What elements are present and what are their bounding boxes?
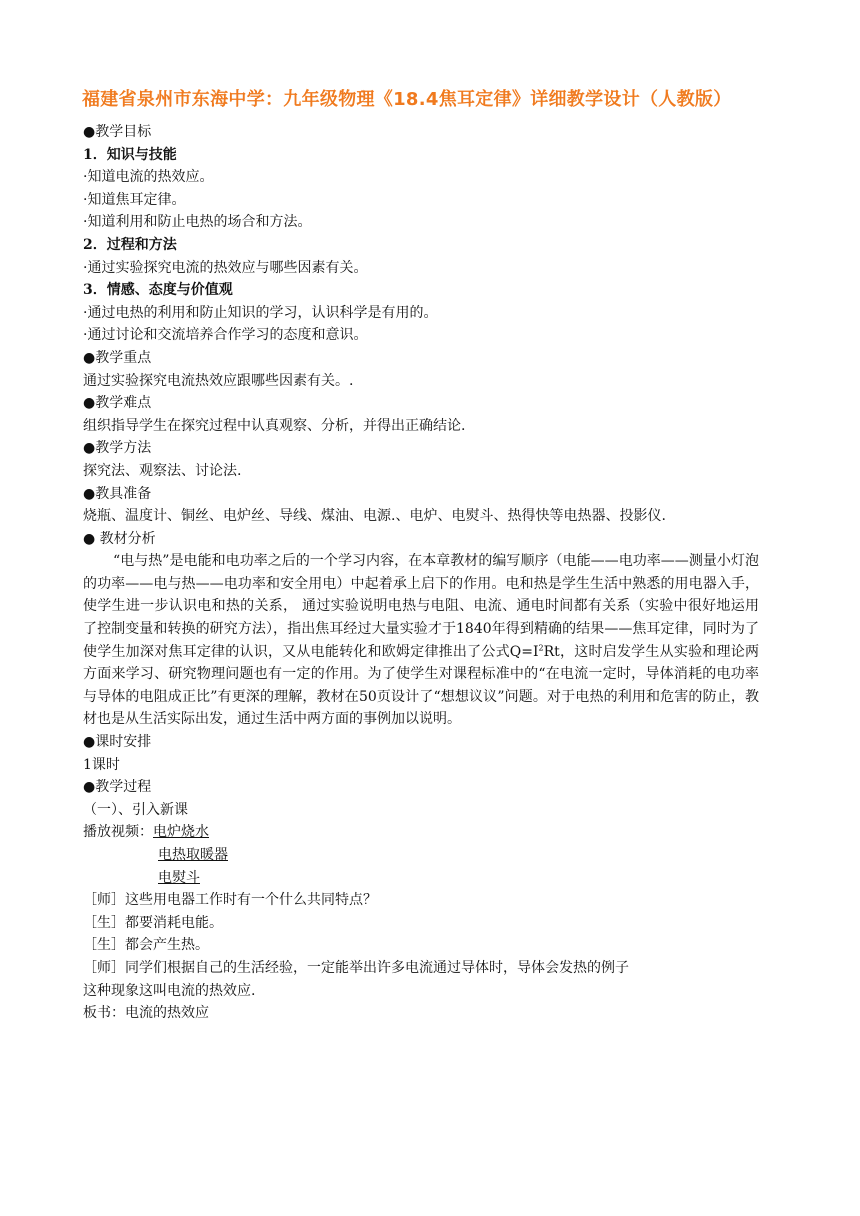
difficulty-heading: ●教学难点: [83, 395, 152, 412]
dialogue-line: ［生］都会产生热。: [83, 937, 209, 954]
dialogue-line: ［师］这些用电器工作时有一个什么共同特点？: [83, 892, 377, 909]
dialogue-line: ［生］都要消耗电能。: [83, 914, 223, 931]
knowledge-skills-title: 1．知识与技能: [83, 146, 177, 163]
goal-item: ·知道电流的热效应。: [83, 169, 214, 186]
document-body: [83, 121, 759, 1025]
dialogue-line: 这种现象这叫电流的热效应.: [83, 982, 256, 999]
video-item: 电炉烧水: [153, 824, 209, 841]
emotion-attitude-title: 3．情感、态度与价值观: [83, 282, 233, 299]
video-line: [83, 821, 759, 844]
document-title: 福建省泉州市东海中学：九年级物理《18.4焦耳定律》详细教学设计（人教版）: [82, 89, 732, 110]
video-label: 播放视频：: [83, 824, 153, 841]
goal-item: ·通过电热的利用和防止知识的学习，认识科学是有用的。: [83, 304, 438, 321]
focus-heading: ●教学重点: [83, 349, 152, 366]
schedule-heading: ●课时安排: [83, 734, 152, 751]
analysis-text-b: Rt，这时启发学生从实验和理论两方面来学习、研究物理问题也有一定的作用。为了使学生对课程标准中的“在电流一定时，导体消耗的电功率与导体的电阻成正比”有更深的理解，教材在50页设计了“想想议议”问题。对于电热的利用和危害的防止，教材也是从生活实际出发，通过生活中两方面的事例加以说明。: [83, 643, 759, 728]
goal-item: ·知道焦耳定律。: [83, 191, 186, 208]
focus-text: 通过实验探究电流热效应跟哪些因素有关。.: [83, 372, 354, 389]
video-item: 电热取暖器: [158, 847, 228, 863]
dialogue-line: ［师］同学们根据自己的生活经验，一定能举出许多电流通过导体时，导体会发热的例子: [83, 959, 629, 976]
tools-heading: ●教具准备: [83, 485, 152, 502]
board-note: 板书：电流的热效应: [83, 1005, 209, 1022]
video-line: [83, 844, 759, 867]
analysis-heading: ● 教材分析: [83, 530, 156, 547]
method-text: 探究法、观察法、讨论法.: [83, 462, 242, 479]
process-subheading: （一）、引入新课: [83, 801, 188, 818]
goal-item: ·通过讨论和交流培养合作学习的态度和意识。: [83, 327, 368, 344]
video-line: [83, 867, 759, 890]
method-heading: ●教学方法: [83, 440, 152, 457]
process-method-title: 2．过程和方法: [83, 236, 177, 253]
goal-item: ·通过实验探究电流的热效应与哪些因素有关。: [83, 259, 368, 276]
goal-item: ·知道利用和防止电热的场合和方法。: [83, 214, 312, 231]
process-heading: ●教学过程: [83, 779, 152, 796]
schedule-text: 1课时: [83, 756, 120, 773]
analysis-superscript: 2: [538, 643, 544, 652]
difficulty-text: 组织指导学生在探究过程中认真观察、分析，并得出正确结论.: [83, 417, 466, 434]
tools-text: 烧瓶、温度计、铜丝、电炉丝、导线、煤油、电源.、电炉、电熨斗、热得快等电热器、投影仪.: [83, 508, 666, 525]
analysis-text-a: “电与热”是电能和电功率之后的一个学习内容，在本章教材的编写顺序（电能——电功率——测量小灯泡的功率——电与热——电功率和安全用电）中起着承上启下的作用。电和热是学生生活中熟悉的用电器入手，使学生进一步认识电和热的关系， 通过实验说明电热与电阻、电流、通电时间都有关系（实验中很好地运用了控制变量和转换的研究方法），指出焦耳经过大量实验才于1840年得到精确的结果——焦耳定律，同时为了使学生加深对焦耳定律的认识，又从电能转化和欧姆定律推出了公式Q=I: [83, 553, 759, 660]
video-item: 电熨斗: [158, 869, 200, 886]
analysis-paragraph: [83, 550, 759, 731]
goals-heading: ●教学目标: [83, 124, 152, 140]
